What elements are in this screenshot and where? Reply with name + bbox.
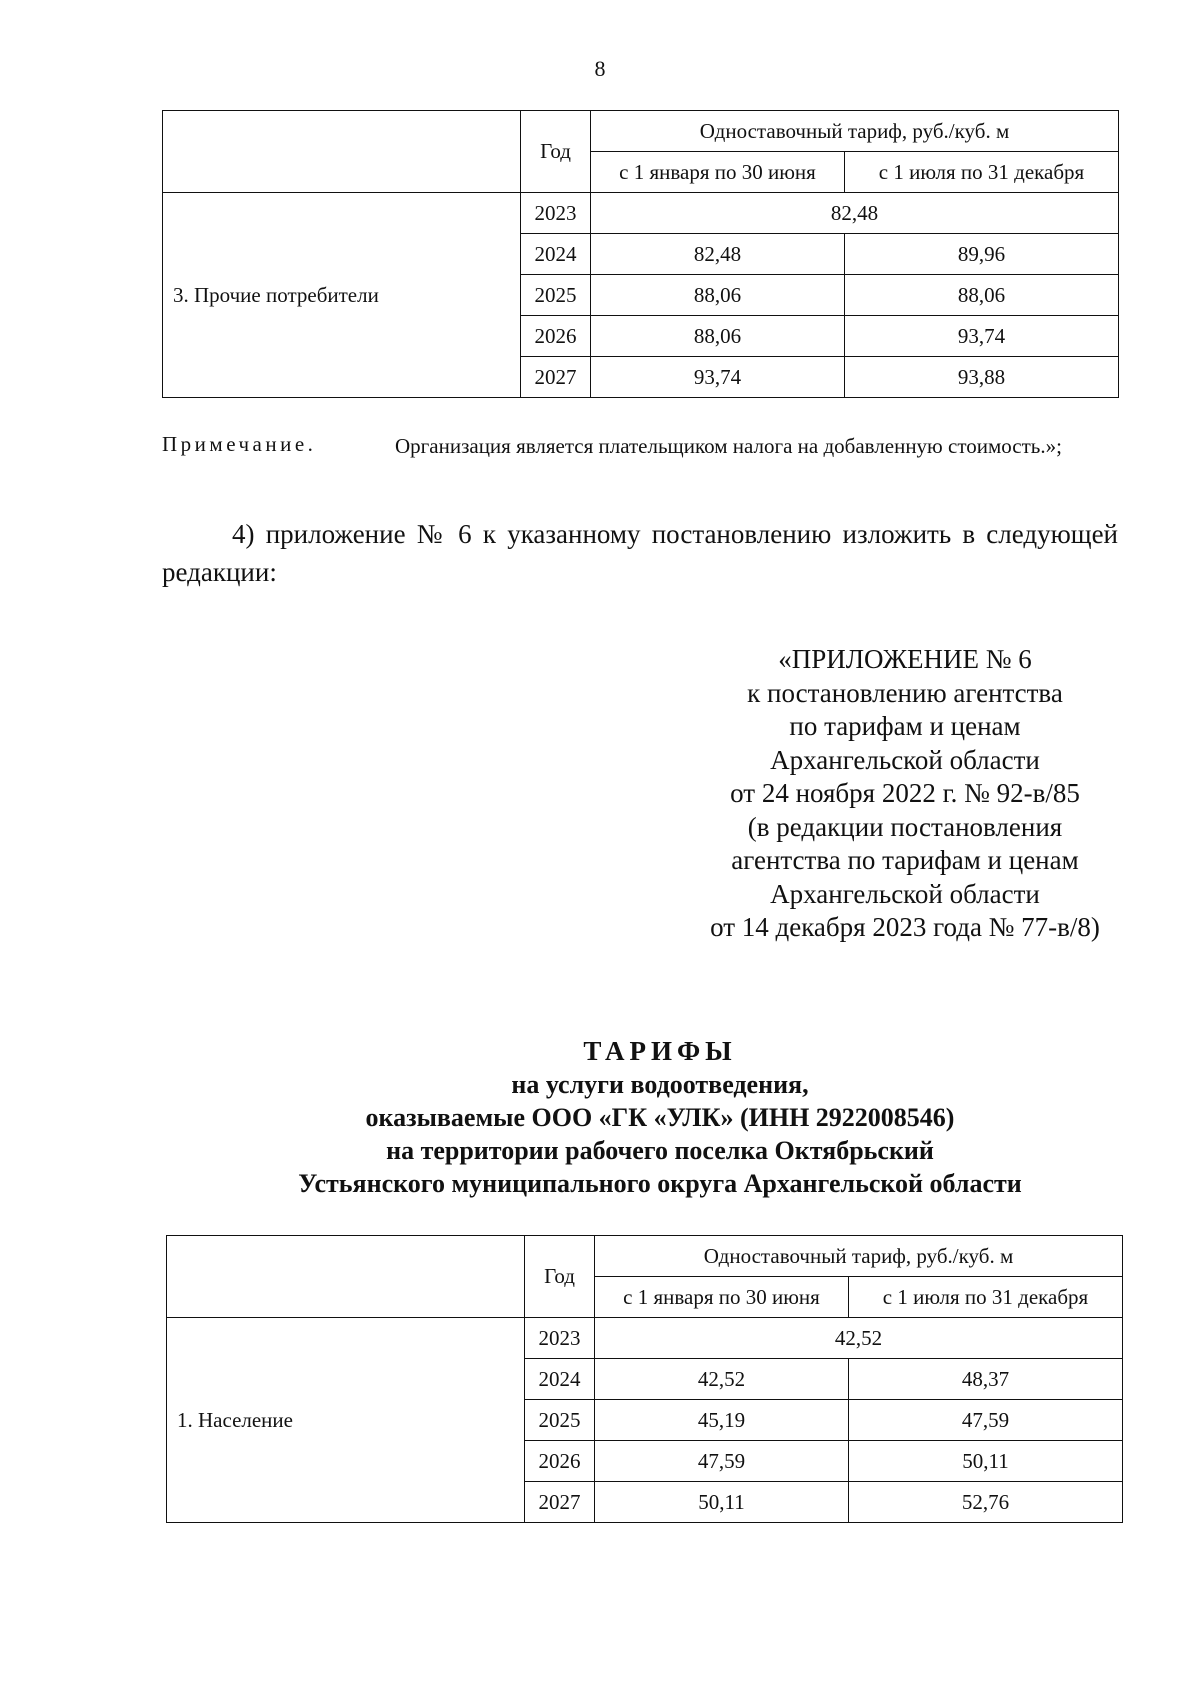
appendix-line: Архангельской области bbox=[770, 878, 1040, 909]
appendix-line: по тарифам и ценам bbox=[789, 711, 1021, 741]
title-line: оказываемые ООО «ГК «УЛК» (ИНН 2922008546) bbox=[365, 1103, 955, 1132]
year-cell: 2026 bbox=[525, 1441, 595, 1482]
tariff-first-half-cell: 45,19 bbox=[595, 1400, 849, 1441]
appendix-line: от 14 декабря 2023 года № 77-в/8) bbox=[710, 912, 1100, 942]
table-row bbox=[167, 1318, 1123, 1359]
amendment-paragraph: 4) приложение № 6 к указанному постановлению изложить в следующей редакции: bbox=[162, 519, 1118, 587]
title-line: на территории рабочего поселка Октябрьский bbox=[386, 1136, 934, 1165]
tariff-second-half-cell: 93,88 bbox=[845, 357, 1119, 398]
tariff-table-population bbox=[166, 1235, 1123, 1523]
tariff-first-half-cell: 88,06 bbox=[591, 275, 845, 316]
tariff-merged-cell: 42,52 bbox=[595, 1318, 1123, 1359]
tariff-first-half-cell: 88,06 bbox=[591, 316, 845, 357]
tariff-first-half-cell: 82,48 bbox=[591, 234, 845, 275]
category-cell: 1. Население bbox=[167, 1318, 525, 1523]
tariff-table-other-consumers bbox=[162, 110, 1119, 398]
tariff-second-half-cell: 50,11 bbox=[849, 1441, 1123, 1482]
header-empty-cell bbox=[163, 111, 521, 193]
header-tariff: Одноставочный тариф, руб./куб. м bbox=[595, 1236, 1123, 1277]
tariff-first-half-cell: 93,74 bbox=[591, 357, 845, 398]
appendix-line: агентства по тарифам и ценам bbox=[731, 845, 1079, 875]
header-empty-cell bbox=[167, 1236, 525, 1318]
tariff-second-half-cell: 48,37 bbox=[849, 1359, 1123, 1400]
header-second-half: с 1 июля по 31 декабря bbox=[849, 1277, 1123, 1318]
year-cell: 2023 bbox=[525, 1318, 595, 1359]
header-first-half: с 1 января по 30 июня bbox=[591, 152, 845, 193]
appendix-line: от 24 ноября 2022 г. № 92-в/85 bbox=[730, 778, 1080, 808]
year-cell: 2027 bbox=[521, 357, 591, 398]
header-year: Год bbox=[525, 1236, 595, 1318]
year-cell: 2025 bbox=[521, 275, 591, 316]
appendix-header bbox=[690, 643, 1120, 945]
year-cell: 2025 bbox=[525, 1400, 595, 1441]
year-cell: 2027 bbox=[525, 1482, 595, 1523]
header-year: Год bbox=[521, 111, 591, 193]
category-cell: 3. Прочие потребители bbox=[163, 193, 521, 398]
tariff-first-half-cell: 50,11 bbox=[595, 1482, 849, 1523]
table-row bbox=[163, 193, 1119, 234]
header-second-half: с 1 июля по 31 декабря bbox=[845, 152, 1119, 193]
year-cell: 2023 bbox=[521, 193, 591, 234]
year-cell: 2024 bbox=[521, 234, 591, 275]
tariff-second-half-cell: 93,74 bbox=[845, 316, 1119, 357]
appendix-line: (в редакции постановления bbox=[747, 811, 1063, 842]
note-label: Примечание. bbox=[162, 432, 317, 456]
page-number: 8 bbox=[594, 56, 606, 81]
year-cell: 2026 bbox=[521, 316, 591, 357]
appendix-line: Архангельской области bbox=[770, 744, 1040, 775]
document-title bbox=[200, 1035, 1120, 1200]
title-line: Устьянского муниципального округа Архангельской области bbox=[298, 1169, 1022, 1198]
tariff-merged-cell: 82,48 bbox=[591, 193, 1119, 234]
note-text: Организация является плательщиком налога на добавленную стоимость.»; bbox=[395, 434, 1062, 458]
header-tariff: Одноставочный тариф, руб./куб. м bbox=[591, 111, 1119, 152]
year-cell: 2024 bbox=[525, 1359, 595, 1400]
title-main: ТАРИФЫ bbox=[583, 1036, 737, 1066]
title-line: на услуги водоотведения, bbox=[511, 1070, 809, 1099]
header-first-half: с 1 января по 30 июня bbox=[595, 1277, 849, 1318]
tariff-second-half-cell: 88,06 bbox=[845, 275, 1119, 316]
tariff-second-half-cell: 47,59 bbox=[849, 1400, 1123, 1441]
tariff-first-half-cell: 47,59 bbox=[595, 1441, 849, 1482]
tariff-second-half-cell: 52,76 bbox=[849, 1482, 1123, 1523]
tariff-first-half-cell: 42,52 bbox=[595, 1359, 849, 1400]
appendix-line: «ПРИЛОЖЕНИЕ № 6 bbox=[778, 644, 1032, 674]
appendix-line: к постановлению агентства bbox=[747, 677, 1063, 708]
tariff-second-half-cell: 89,96 bbox=[845, 234, 1119, 275]
